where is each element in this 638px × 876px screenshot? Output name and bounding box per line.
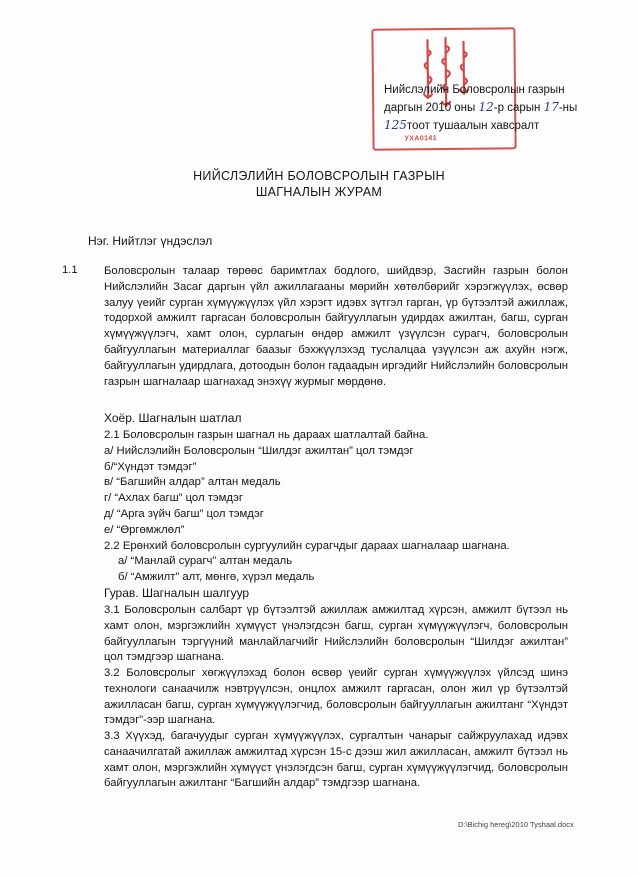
section-1-heading: Нэг. Нийтлэг үндэслэл	[88, 234, 213, 248]
approval-text: тоот тушаалын хавсралт	[406, 120, 540, 132]
list-item: г/ “Ахлах багш” цол тэмдэг	[104, 492, 243, 505]
document-title	[0, 168, 638, 200]
approval-line-3	[384, 117, 624, 135]
file-path-footer: D:\Bichig hereg\2010 Tyshaal.docx	[458, 820, 574, 829]
section-3-paragraph-3: 3.3 Хүүхэд, багачуудыг сурган хүмүүжүүлэх, сургалтын чанарыг сайжруулахад идэвх санаачилгатай ажиллаж амжилтад хүрсэн 15-с дээш жил ажилласан, амжилт бүтээл нь хамт олон, мэргэжлийн хүмүүст үнэлэгдсэн багш, сурган хүмүүжүүлэгчид, боловсролын байгууллагын ажилтанг “Багшийн алдар” тэмдгээр шагнана.	[104, 730, 568, 790]
list-item: б/“Хүндэт тэмдэг”	[104, 460, 197, 473]
approval-text: -р сарын	[493, 102, 544, 114]
approval-line-1: Нийслэлийн Боловсролын газрын	[384, 84, 565, 96]
list-item: 2.2 Ерөнхий боловсролын сургуулийн сурагчдыг дараах шагналаар шагнана.	[104, 539, 510, 552]
section-3-paragraph-1: 3.1 Боловсролын салбарт үр бүтээлтэй ажиллаж амжилтад хүрсэн, амжилт бүтээл нь хамт олон, мэргэжлийн хүмүүст үнэлэгдсэн багш, сурган хүмүүжүүлэгч, боловсролын байгууллагын тэргүүний манлайлагчийг Нийслэлийн боловсролын “Шилдэг ажилтан” цол тэмдгээр шагнана.	[104, 604, 568, 664]
list-item: а/ “Манлай сурагч” алтан медаль	[118, 555, 293, 568]
list-item: е/ “Өргөмжлөл”	[104, 523, 185, 536]
section-2-heading: Хоёр. Шагналын шатлал	[104, 411, 242, 425]
approval-month: 17	[543, 100, 559, 114]
title-line-2: ШАГНАЛЫН ЖУРАМ	[255, 185, 383, 199]
section-1-number: 1.1	[62, 264, 78, 276]
title-line-1: НИЙСЛЭЛИЙН БОЛОВСРОЛЫН ГАЗРЫН	[193, 169, 445, 183]
list-item: а/ Нийслэлийн Боловсролын “Шилдэг ажилтан” цол тэмдэг	[104, 444, 414, 457]
stamp-code: УХА0141	[404, 135, 438, 143]
approval-text: -ны	[558, 102, 578, 114]
list-item: д/ “Арга зүйч багш” цол тэмдэг	[104, 507, 264, 520]
section-3-paragraph-2: 3.2 Боловсролыг хөгжүүлэхэд болон өсвөр үеийг сурган хүмүүжүүлэх үйлсэд шинэ технологи санаачилж нэвтрүүлсэн, онцлох амжилт гаргасан, олон жил үр бүтээлтэй ажилласан багш, сурган хүмүүжүүлэгчид, боловсролын байгууллагын ажилтанг “Хүндэт тэмдэг”-ээр шагнана.	[104, 667, 568, 727]
list-item: б/ “Амжилт” алт, мөнгө, хүрэл медаль	[118, 571, 315, 584]
list-item: в/ “Багшийн алдар” алтан медаль	[104, 476, 281, 489]
approval-order-number: 125	[384, 118, 407, 132]
approval-note	[384, 82, 624, 135]
list-item: 2.1 Боловсролын газрын шагнал нь дараах шатлалтай байна.	[104, 429, 429, 441]
section-3-heading: Гурав. Шагналын шалгуур	[104, 586, 250, 600]
approval-line-2	[384, 99, 624, 117]
section-1-paragraph: Боловсролын талаар төрөөс баримтлах бодлого, шийдвэр, Засгийн газрын болон Нийслэлийн Засаг даргын үйл ажиллагааны мөрийн хөтөлбөрийг хэрэгжүүлэх, өсвөр залуу үеийг сурган хүмүүжүүлэх үйл хэрэгт идэвх зүтгэл гарган, үр бүтээлтэй ажиллаж, тодорхой амжилт гаргасан боловсролын байгууллагын удирдах ажилтан, багш, сурган хүмүүжүүлэгч, хамт олон, сурлагын өндөр амжилт үзүүлсэн сурагч, боловсролын байгууллагын материаллаг баазыг бэхжүүлэхэд туслалцаа үзүүлсэн аж ахуйн нэгж, байгууллагын удирдлага, дотоодын болон гадаадын иргэдийг Нийслэлийн боловсролын газрын шагналаар шагнахад энэхүү журмыг мөрдөнө.	[104, 265, 568, 388]
approval-text: даргын 2010 оны	[384, 102, 479, 114]
approval-day: 12	[478, 100, 494, 114]
section-2-list	[104, 428, 574, 586]
